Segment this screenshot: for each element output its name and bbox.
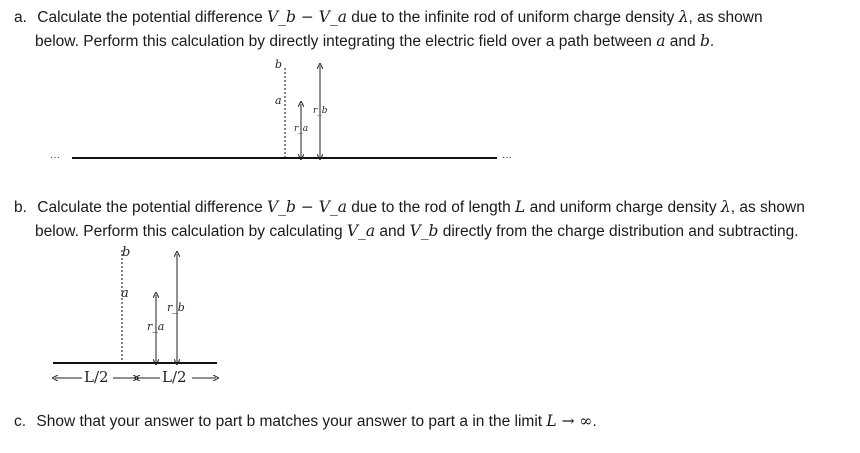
part-b-text-1: Calculate the potential difference (37, 199, 268, 216)
part-a-b: b (699, 32, 710, 50)
part-b-text-3: and uniform charge density (525, 199, 721, 216)
part-c-line (14, 410, 597, 433)
fig-b-label-rb: r_b (167, 301, 185, 314)
ellipsis-right: ··· (502, 152, 512, 163)
part-a-text-4: below. Perform this calculation by directly integrating the electric field over a path between (35, 33, 657, 50)
part-b-marker: b. (14, 199, 27, 216)
fig-b-label-b: b (122, 245, 131, 260)
fig-b-label-a: a (121, 286, 129, 301)
part-a-lambda: λ (678, 8, 689, 26)
part-b-text-4: , as shown (730, 199, 805, 216)
part-b-text-2: due to the rod of length (346, 199, 515, 216)
fig-a-label-b: b (275, 58, 283, 71)
part-a-text-2: due to the infinite rod of uniform charge density (346, 9, 679, 26)
part-a-text-1: Calculate the potential difference (37, 9, 268, 26)
part-a-text-6: . (709, 33, 715, 50)
part-b-text-5: below. Perform this calculation by calculating (35, 223, 347, 240)
part-b-Vb: V_b (409, 222, 439, 240)
left-half-label: L/2 (84, 368, 109, 386)
part-c-end: . (592, 413, 597, 430)
fig-a-label-ra: r_a (294, 124, 309, 134)
part-a-marker: a. (14, 9, 27, 26)
fig-b-label-ra: r_a (147, 320, 165, 333)
fig-a-label-rb: r_b (313, 106, 328, 116)
part-a-text-3: , as shown (688, 9, 763, 26)
right-half-label: L/2 (162, 368, 187, 386)
part-b-diff-expr: V_b − V_a (267, 198, 347, 216)
part-c-marker: c. (14, 413, 27, 430)
part-b-text-7: directly from the charge distribution and subtracting. (438, 223, 799, 240)
ellipsis-left: ··· (50, 152, 60, 163)
part-b-L: L (515, 198, 526, 216)
part-c-text: Show that your answer to part b matches your answer to part a in the limit (36, 413, 547, 430)
fig-a-label-a: a (275, 94, 282, 107)
part-b-lambda: λ (720, 198, 731, 216)
part-b-Va: V_a (346, 222, 376, 240)
part-b-text-6: and (375, 223, 410, 240)
part-a-diff-expr: V_b − V_a (267, 8, 347, 26)
part-c-limit: L → ∞ (546, 412, 593, 430)
part-a-text-5: and (665, 33, 700, 50)
part-a-a: a (656, 32, 666, 50)
